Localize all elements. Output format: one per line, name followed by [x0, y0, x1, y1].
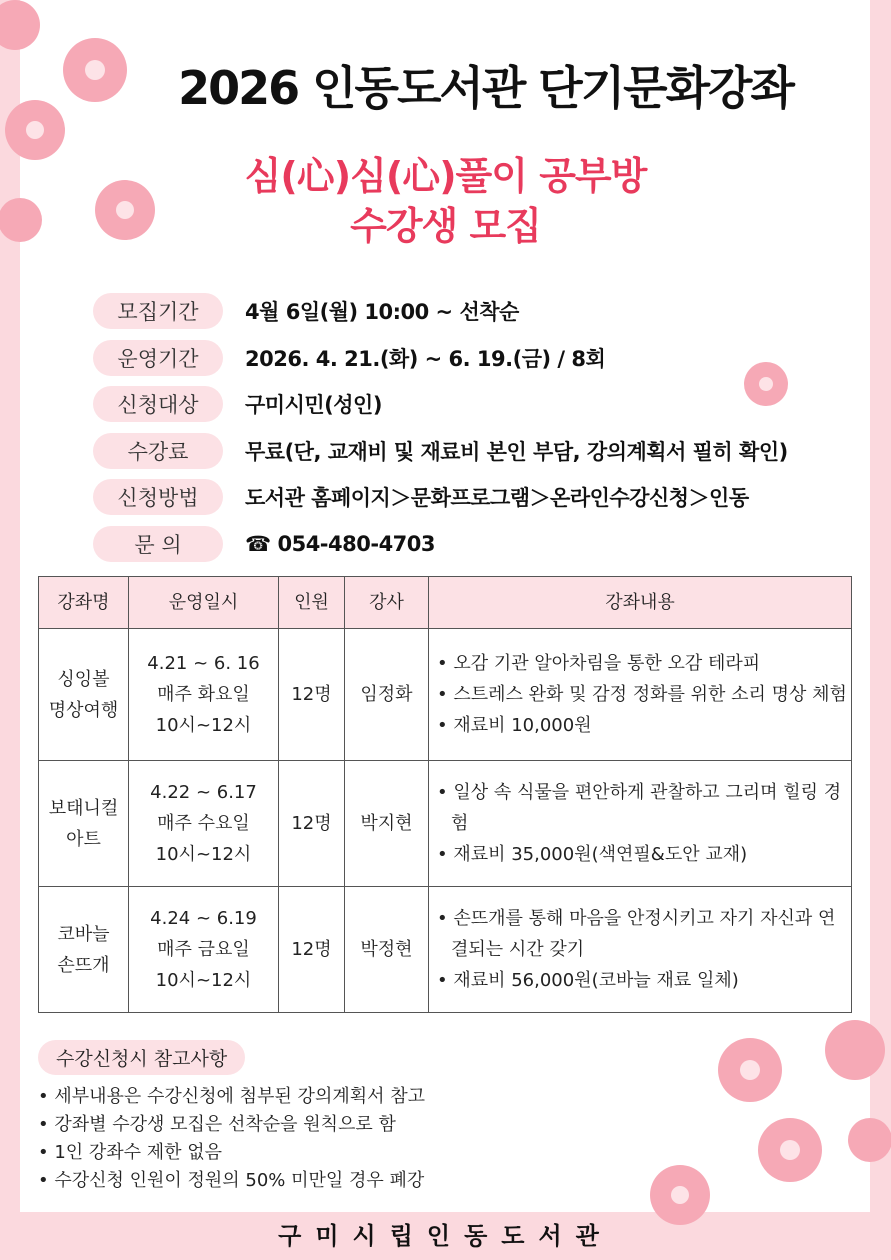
- col-header: 강좌내용: [429, 577, 852, 629]
- col-header: 인원: [279, 577, 345, 629]
- page-title: 2026 인동도서관 단기문화강좌: [178, 61, 793, 115]
- course-schedule: 4.22 ~ 6.17 매주 수요일 10시~12시: [129, 761, 279, 887]
- info-value: 2026. 4. 21.(화) ~ 6. 19.(금) / 8회: [245, 346, 606, 371]
- subtitle-line2: 수강생 모집: [350, 204, 541, 248]
- notes-title: 수강신청시 참고사항: [38, 1040, 245, 1075]
- table-row: [39, 887, 852, 1013]
- col-header: 강좌명: [39, 577, 129, 629]
- note-item: • 강좌별 수강생 모집은 선착순을 원칙으로 함: [38, 1114, 396, 1135]
- notes-section: [38, 1040, 425, 1195]
- info-row: [93, 381, 788, 428]
- info-value: 구미시민(성인): [245, 393, 382, 418]
- note-item: • 세부내용은 수강신청에 첨부된 강의계획서 참고: [38, 1086, 425, 1107]
- info-list: [93, 288, 788, 567]
- col-header: 운영일시: [129, 577, 279, 629]
- course-name: 보태니컬 아트: [39, 761, 129, 887]
- course-instructor: 박정현: [345, 887, 429, 1013]
- course-table: [38, 576, 852, 1013]
- contact-value: [245, 532, 435, 556]
- phone-number: 054-480-4703: [277, 531, 436, 556]
- col-header: 강사: [345, 577, 429, 629]
- note-item: • 1인 강좌수 제한 없음: [38, 1142, 223, 1163]
- info-row: [93, 335, 788, 382]
- table-row: [39, 761, 852, 887]
- note-item: • 수강신청 인원이 정원의 50% 미만일 경우 폐강: [38, 1170, 425, 1191]
- course-capacity: 12명: [279, 887, 345, 1013]
- course-content: • 오감 기관 알아차림을 통한 오감 테라피 • 스트레스 완화 및 감정 정화를 위한 소리 명상 체험 • 재료비 10,000원: [429, 629, 852, 761]
- phone-icon: ☎: [245, 531, 278, 556]
- course-content: • 손뜨개를 통해 마음을 안정시키고 자기 자신과 연결되는 시간 갖기 • 재료비 56,000원(코바늘 재료 일체): [429, 887, 852, 1013]
- course-instructor: 박지현: [345, 761, 429, 887]
- course-content: • 일상 속 식물을 편안하게 관찰하고 그리며 힐링 경험 • 재료비 35,000원(색연필&도안 교재): [429, 761, 852, 887]
- course-instructor: 임정화: [345, 629, 429, 761]
- course-name: 코바늘 손뜨개: [39, 887, 129, 1013]
- info-row: [93, 288, 788, 335]
- course-schedule: 4.24 ~ 6.19 매주 금요일 10시~12시: [129, 887, 279, 1013]
- info-label: 신청대상: [93, 386, 223, 422]
- subtitle-line1: 심(心)심(心)풀이 공부방: [244, 154, 647, 198]
- course-name: 싱잉볼 명상여행: [39, 629, 129, 761]
- course-schedule: 4.21 ~ 6. 16 매주 화요일 10시~12시: [129, 629, 279, 761]
- info-label: 모집기간: [93, 293, 223, 329]
- course-capacity: 12명: [279, 761, 345, 887]
- info-label: 신청방법: [93, 479, 223, 515]
- footer-library-name: 구미시립인동도서관: [278, 1222, 613, 1250]
- course-capacity: 12명: [279, 629, 345, 761]
- info-label: 운영기간: [93, 340, 223, 376]
- info-value: 도서관 홈페이지＞문화프로그램＞온라인수강신청＞인동: [245, 486, 749, 511]
- info-label: 수강료: [93, 433, 223, 469]
- info-value: 무료(단, 교재비 및 재료비 본인 부담, 강의계획서 필히 확인): [245, 439, 788, 464]
- info-label: 문 의: [93, 526, 223, 562]
- info-row: [93, 428, 788, 475]
- info-row: [93, 474, 788, 521]
- table-row: [39, 629, 852, 761]
- info-value: 4월 6일(월) 10:00 ~ 선착순: [245, 300, 519, 325]
- info-row: [93, 521, 788, 568]
